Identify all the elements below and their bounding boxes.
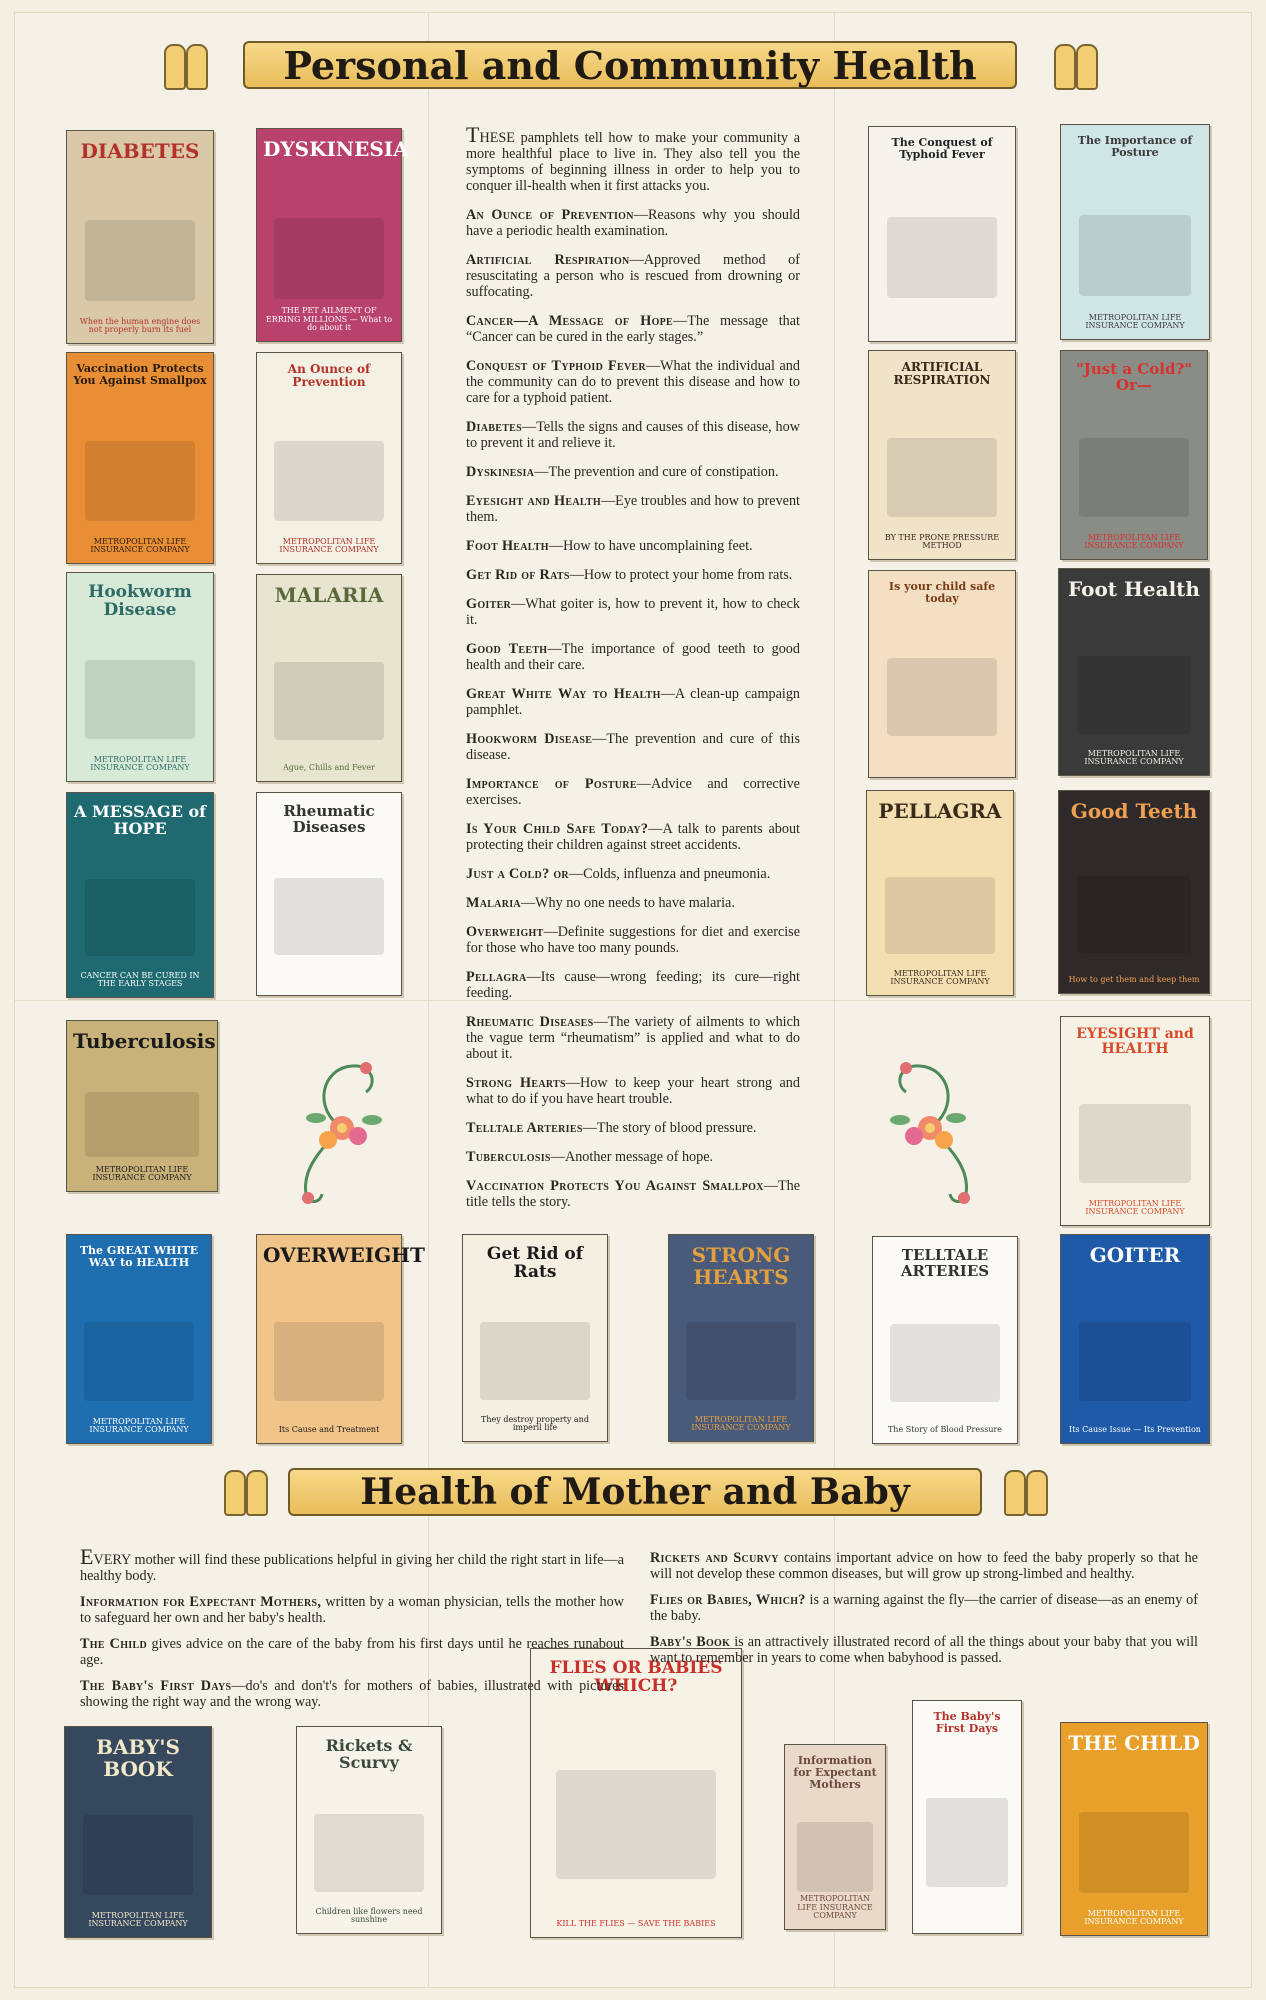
entry-desc: —How to have uncomplaining feet. bbox=[548, 538, 753, 554]
entry-title: Malaria bbox=[466, 895, 521, 911]
entry-title: Get Rid of Rats bbox=[466, 567, 570, 583]
entry-desc: —Another message of hope. bbox=[550, 1149, 714, 1165]
pamphlet-illustration bbox=[85, 1092, 199, 1157]
section2-banner bbox=[220, 1460, 1050, 1524]
pamphlet-title: GOITER bbox=[1089, 1243, 1181, 1267]
pamphlet-title: OVERWEIGHT bbox=[263, 1243, 425, 1267]
entry-item bbox=[466, 538, 800, 554]
pamphlet-title: Rheumatic Diseases bbox=[283, 802, 375, 837]
entry-item bbox=[466, 821, 800, 853]
pamphlet-cold bbox=[1060, 350, 1208, 560]
entry-title: Good Teeth bbox=[466, 641, 548, 657]
pamphlet-subtitle: Ague, Chills and Fever bbox=[283, 763, 375, 773]
pamphlet-firstdays bbox=[912, 1700, 1022, 1934]
pamphlet-subtitle: The Story of Blood Pressure bbox=[887, 1425, 1003, 1435]
pamphlet-illustration bbox=[1079, 215, 1192, 296]
section2-right-text bbox=[650, 1540, 1198, 1666]
pamphlet-subtitle: THE PET AILMENT OF ERRING MILLIONS — What to do about it bbox=[265, 306, 393, 333]
pamphlet-subtitle: They destroy property and imperil life bbox=[481, 1414, 589, 1433]
pamphlet-subtitle: CANCER CAN BE CURED IN THE EARLY STAGES bbox=[80, 970, 200, 989]
paragraph-desc: written by a woman physician, tells the mother how to safeguard her own and her baby's health. bbox=[80, 1594, 624, 1626]
pamphlet-diabetes bbox=[66, 130, 214, 344]
entry-item bbox=[466, 358, 800, 406]
entry-item bbox=[466, 866, 800, 882]
pamphlet-childsafe bbox=[868, 570, 1016, 778]
pamphlet-hope bbox=[66, 792, 214, 998]
pamphlet-title: The Importance of Posture bbox=[1077, 134, 1193, 159]
pamphlet-illustration bbox=[85, 660, 196, 739]
pamphlet-illustration bbox=[926, 1798, 1008, 1886]
pamphlet-goodteeth bbox=[1058, 790, 1210, 994]
pamphlet-illustration bbox=[1079, 1322, 1192, 1401]
top-banner bbox=[160, 30, 1100, 100]
entry-desc: —The variety of ailments to which the vague term “rheumatism” is applied and what to do about it. bbox=[466, 1014, 800, 1062]
entry-desc: —The story of blood pressure. bbox=[582, 1120, 757, 1136]
scroll-ornament-right bbox=[1000, 1460, 1050, 1516]
pamphlet-subtitle: Children like flowers need sunshine bbox=[315, 1906, 423, 1925]
pamphlet-illustration bbox=[887, 658, 998, 736]
pamphlet-subtitle: METROPOLITAN LIFE INSURANCE COMPANY bbox=[797, 1894, 873, 1921]
paragraph-desc: is a warning against the fly—the carrier of disease—as an enemy of the baby. bbox=[650, 1592, 1198, 1624]
entry-title: Vaccination Protects You Against Smallpox bbox=[466, 1178, 764, 1194]
entry-desc: —Definite suggestions for diet and exercise for those who have too many pounds. bbox=[466, 924, 800, 956]
pamphlet-title: Get Rid of Rats bbox=[486, 1244, 584, 1283]
pamphlet-arteries bbox=[872, 1236, 1018, 1444]
pamphlet-posture bbox=[1060, 124, 1210, 340]
pamphlet-babysbook bbox=[64, 1726, 212, 1938]
entry-desc: —A clean-up campaign pamphlet. bbox=[466, 686, 801, 718]
pamphlet-illustration bbox=[1077, 876, 1191, 953]
pamphlet-subtitle: METROPOLITAN LIFE INSURANCE COMPANY bbox=[691, 1414, 791, 1433]
mother-baby-paragraph bbox=[80, 1678, 624, 1710]
mother-baby-paragraph bbox=[80, 1544, 624, 1584]
mother-baby-paragraph bbox=[650, 1550, 1198, 1582]
intro-paragraph bbox=[466, 122, 800, 194]
entries-list bbox=[466, 207, 800, 1210]
paragraph-title: The Baby's First Days bbox=[80, 1678, 232, 1694]
pamphlet-subtitle: METROPOLITAN LIFE INSURANCE COMPANY bbox=[90, 536, 190, 555]
section2-title: Health of Mother and Baby bbox=[288, 1468, 982, 1516]
mother-baby-paragraph bbox=[80, 1594, 624, 1626]
pamphlet-rheumatic bbox=[256, 792, 402, 996]
pamphlet-title: STRONG HEARTS bbox=[691, 1243, 791, 1289]
pamphlet-title: A MESSAGE of HOPE bbox=[73, 802, 207, 839]
entry-desc: —Colds, influenza and pneumonia. bbox=[568, 866, 771, 882]
pamphlet-description-column bbox=[466, 122, 801, 1210]
paragraph-desc: gives advice on the care of the baby from his first days until he reaches runabout age. bbox=[80, 1636, 624, 1668]
pamphlet-illustration bbox=[885, 877, 996, 955]
entry-desc: —What the individual and the community can do to prevent this disease and how to care for a typhoid patient. bbox=[466, 358, 800, 406]
pamphlet-illustration bbox=[314, 1814, 423, 1892]
entry-desc: —The title tells the story. bbox=[466, 1178, 800, 1210]
pamphlet-subtitle: When the human engine does not properly burn its fuel bbox=[79, 316, 201, 335]
entry-item bbox=[466, 1014, 800, 1062]
pamphlet-subtitle: METROPOLITAN LIFE INSURANCE COMPANY bbox=[279, 536, 379, 555]
entry-title: Importance of Posture bbox=[466, 776, 637, 792]
entry-title: Telltale Arteries bbox=[466, 1120, 583, 1136]
pamphlet-eyesight bbox=[1060, 1016, 1210, 1226]
pamphlet-title: Good Teeth bbox=[1070, 799, 1198, 823]
entry-title: Great White Way to Health bbox=[466, 686, 661, 702]
entry-item bbox=[466, 1178, 800, 1210]
pamphlet-ounce bbox=[256, 352, 402, 564]
entry-item bbox=[466, 969, 800, 1001]
entry-desc: —Reasons why you should have a periodic health examination. bbox=[466, 207, 800, 239]
entry-title: Artificial Respiration bbox=[466, 252, 630, 268]
pamphlet-subtitle: METROPOLITAN LIFE INSURANCE COMPANY bbox=[890, 968, 990, 987]
pamphlet-subtitle: METROPOLITAN LIFE INSURANCE COMPANY bbox=[89, 1416, 189, 1435]
pamphlet-hookworm bbox=[66, 572, 214, 782]
pamphlet-foothealth bbox=[1058, 568, 1210, 776]
pamphlet-title: Is your child safe today bbox=[888, 580, 996, 605]
pamphlet-subtitle: Its Cause Issue — Its Prevention bbox=[1069, 1425, 1201, 1435]
entry-title: Just a Cold? or bbox=[466, 866, 569, 882]
pamphlet-illustration bbox=[83, 1815, 194, 1895]
pamphlet-illustration bbox=[887, 217, 998, 298]
entry-item bbox=[466, 207, 800, 239]
entry-title: Goiter bbox=[466, 596, 512, 612]
pamphlet-title: Vaccination Protects You Against Smallpox bbox=[73, 362, 207, 387]
pamphlet-illustration bbox=[890, 1324, 999, 1402]
pamphlet-subtitle: METROPOLITAN LIFE INSURANCE COMPANY bbox=[92, 1164, 192, 1183]
pamphlet-illustration bbox=[84, 1322, 193, 1401]
pamphlet-tuberculosis bbox=[66, 1020, 218, 1192]
pamphlet-subtitle: METROPOLITAN LIFE INSURANCE COMPANY bbox=[1085, 1198, 1185, 1217]
pamphlet-illustration bbox=[274, 1322, 383, 1401]
entry-title: Diabetes bbox=[466, 419, 523, 435]
pamphlet-subtitle: METROPOLITAN LIFE INSURANCE COMPANY bbox=[1084, 1908, 1184, 1927]
pamphlet-title: Tuberculosis bbox=[73, 1029, 216, 1053]
pamphlet-illustration bbox=[85, 441, 196, 521]
pamphlet-title: The Baby's First Days bbox=[933, 1710, 1001, 1735]
pamphlet-dyskinesia bbox=[256, 128, 409, 342]
pamphlet-subtitle: How to get them and keep them bbox=[1068, 975, 1200, 985]
entry-title: Overweight bbox=[466, 924, 544, 940]
pamphlet-illustration bbox=[887, 438, 998, 517]
pamphlet-illustration bbox=[556, 1770, 716, 1879]
pamphlet-subtitle: METROPOLITAN LIFE INSURANCE COMPANY bbox=[1085, 312, 1185, 331]
mother-baby-paragraph bbox=[650, 1592, 1198, 1624]
entry-item bbox=[466, 924, 800, 956]
paragraph-title: Flies or Babies, Which? bbox=[650, 1592, 806, 1608]
entry-title: Hookworm Disease bbox=[466, 731, 593, 747]
entry-item bbox=[466, 1075, 800, 1107]
paragraph-desc: contains important advice on how to feed the baby properly so that he will not develop these common diseases, but will grow up strong-limbed and healthy. bbox=[650, 1550, 1198, 1582]
scroll-ornament-left bbox=[160, 34, 210, 90]
entry-item bbox=[466, 567, 800, 583]
pamphlet-title: DYSKINESIA bbox=[263, 137, 409, 161]
pamphlet-title: TELLTALE ARTERIES bbox=[900, 1246, 990, 1281]
entry-item bbox=[466, 313, 800, 345]
entry-item bbox=[466, 1120, 800, 1136]
entry-item bbox=[466, 641, 800, 673]
entry-desc: —The importance of good teeth to good health and their care. bbox=[466, 641, 800, 673]
scroll-ornament-left bbox=[220, 1460, 270, 1516]
intro-dropcap: T bbox=[466, 122, 480, 147]
pamphlet-overweight bbox=[256, 1234, 425, 1444]
pamphlet-title: Information for Expectant Mothers bbox=[793, 1754, 877, 1791]
entry-desc: —Advice and corrective exercises. bbox=[466, 776, 800, 808]
paragraph-dropcap: E bbox=[80, 1544, 94, 1569]
entry-item bbox=[466, 419, 800, 451]
pamphlet-greatwhite bbox=[66, 1234, 212, 1444]
mother-baby-paragraph bbox=[650, 1634, 1198, 1666]
entry-item bbox=[466, 776, 800, 808]
pamphlet-hearts bbox=[668, 1234, 814, 1442]
pamphlet-illustration bbox=[85, 220, 196, 301]
entry-desc: —Its cause—wrong feeding; its cure—right feeding. bbox=[466, 969, 800, 1001]
mother-baby-paragraph bbox=[80, 1636, 624, 1668]
pamphlet-subtitle: METROPOLITAN LIFE INSURANCE COMPANY bbox=[1084, 532, 1184, 551]
pamphlet-title: ARTIFICIAL RESPIRATION bbox=[893, 360, 991, 387]
entry-title: Tuberculosis bbox=[466, 1149, 551, 1165]
entry-desc: —Why no one needs to have malaria. bbox=[520, 895, 735, 911]
pamphlet-illustration bbox=[1079, 1104, 1192, 1183]
pamphlet-illustration bbox=[274, 218, 383, 299]
pamphlet-title: The GREAT WHITE WAY to HEALTH bbox=[79, 1244, 199, 1269]
pamphlet-subtitle: METROPOLITAN LIFE INSURANCE COMPANY bbox=[1084, 748, 1184, 767]
pamphlet-subtitle: KILL THE FLIES — SAVE THE BABIES bbox=[556, 1919, 716, 1929]
entry-item bbox=[466, 493, 800, 525]
pamphlet-illustration bbox=[1079, 1812, 1190, 1893]
pamphlet-rickets bbox=[296, 1726, 442, 1934]
pamphlet-rats bbox=[462, 1234, 608, 1442]
entry-title: Strong Hearts bbox=[466, 1075, 566, 1091]
scroll-ornament-right bbox=[1050, 34, 1100, 90]
pamphlet-title: BABY'S BOOK bbox=[96, 1735, 180, 1781]
entry-item bbox=[466, 731, 800, 763]
pamphlet-title: MALARIA bbox=[274, 583, 384, 607]
entry-desc: —Approved method of resuscitating a person who is rescued from drowning or suffocating. bbox=[466, 252, 800, 300]
section2-left-text bbox=[80, 1540, 624, 1710]
entry-title: Is Your Child Safe Today? bbox=[466, 821, 649, 837]
pamphlet-title: THE CHILD bbox=[1068, 1731, 1200, 1755]
pamphlet-illustration bbox=[274, 662, 383, 740]
pamphlet-illustration bbox=[274, 441, 383, 521]
entry-title: Rheumatic Diseases bbox=[466, 1014, 594, 1030]
pamphlet-illustration bbox=[274, 878, 383, 955]
pamphlet-subtitle: Its Cause and Treatment bbox=[278, 1425, 380, 1435]
paragraph-title: The Child bbox=[80, 1636, 147, 1652]
pamphlet-expectant bbox=[784, 1744, 886, 1930]
entry-item bbox=[466, 686, 800, 718]
pamphlet-illustration bbox=[85, 879, 196, 957]
pamphlet-title: The Conquest of Typhoid Fever bbox=[891, 136, 993, 161]
entry-desc: —A talk to parents about protecting their children against street accidents. bbox=[466, 821, 800, 853]
entry-title: Foot Health bbox=[466, 538, 549, 554]
entry-item bbox=[466, 596, 800, 628]
paragraph-title: Baby's Book bbox=[650, 1634, 731, 1650]
entry-item bbox=[466, 1149, 800, 1165]
pamphlet-vaccination bbox=[66, 352, 214, 564]
pamphlet-title: PELLAGRA bbox=[878, 799, 1002, 823]
pamphlet-title: EYESIGHT and HEALTH bbox=[1076, 1026, 1194, 1058]
entry-desc: —The prevention and cure of this disease. bbox=[466, 731, 800, 763]
entry-item bbox=[466, 895, 800, 911]
entry-desc: —How to keep your heart strong and what to do if you have heart trouble. bbox=[466, 1075, 800, 1107]
paragraph-title: Rickets and Scurvy bbox=[650, 1550, 779, 1566]
pamphlet-subtitle: METROPOLITAN LIFE INSURANCE COMPANY bbox=[90, 754, 190, 773]
pamphlet-goiter bbox=[1060, 1234, 1210, 1444]
floral-ornament-left bbox=[282, 1048, 402, 1208]
entry-title: Eyesight and Health bbox=[466, 493, 601, 509]
entry-title: Dyskinesia bbox=[466, 464, 535, 480]
pamphlet-title: Hookworm Disease bbox=[88, 582, 192, 621]
entry-desc: —How to protect your home from rats. bbox=[569, 567, 793, 583]
pamphlet-illustration bbox=[686, 1322, 795, 1400]
pamphlet-title: DIABETES bbox=[80, 139, 200, 163]
page-title: Personal and Community Health bbox=[243, 41, 1017, 89]
entry-desc: —What goiter is, how to prevent it, how to check it. bbox=[466, 596, 800, 628]
entry-title: Conquest of Typhoid Fever bbox=[466, 358, 646, 374]
entry-title: An Ounce of Prevention bbox=[466, 207, 634, 223]
pamphlet-title: FLIES OR BABIES WHICH? bbox=[549, 1658, 723, 1697]
entry-desc: —Tells the signs and causes of this disease, how to prevent it and relieve it. bbox=[466, 419, 800, 451]
paragraph-desc: is an attractively illustrated record of all the things about your baby that you will want to remember in years to come when babyhood is passed. bbox=[650, 1634, 1198, 1666]
entry-title: Pellagra bbox=[466, 969, 527, 985]
pamphlet-title: "Just a Cold?" Or— bbox=[1075, 360, 1193, 395]
pamphlet-illustration bbox=[797, 1822, 873, 1892]
entry-item bbox=[466, 252, 800, 300]
pamphlet-respiration bbox=[868, 350, 1016, 560]
paragraph-title: Information for Expectant Mothers, bbox=[80, 1594, 322, 1610]
pamphlet-pellagra bbox=[866, 790, 1014, 996]
pamphlet-thechild bbox=[1060, 1722, 1208, 1936]
paragraph-desc: —do's and don't's for mothers of babies, illustrated with pictures showing the right way and the wrong way. bbox=[80, 1678, 624, 1710]
pamphlet-title: Foot Health bbox=[1068, 577, 1200, 601]
intro-text: HESE pamphlets tell how to make your community a more healthful place to live in. They also tell you the symptoms of beginning illness in order to help you to conquer ill-health when it first attacks you. bbox=[466, 130, 800, 194]
pamphlet-title: An Ounce of Prevention bbox=[287, 362, 371, 389]
entry-desc: —The message that “Cancer can be cured in the early stages.” bbox=[466, 313, 800, 345]
pamphlet-title: Rickets & Scurvy bbox=[325, 1736, 413, 1773]
pamphlet-illustration bbox=[480, 1322, 589, 1400]
floral-ornament-right bbox=[870, 1048, 990, 1208]
pamphlet-illustration bbox=[1077, 656, 1191, 734]
pamphlet-typhoid bbox=[868, 126, 1016, 342]
pamphlet-subtitle: METROPOLITAN LIFE INSURANCE COMPANY bbox=[88, 1910, 188, 1929]
pamphlet-malaria bbox=[256, 574, 402, 782]
pamphlet-subtitle: BY THE PRONE PRESSURE METHOD bbox=[884, 532, 1000, 551]
pamphlet-illustration bbox=[1079, 438, 1190, 517]
paragraph-desc: VERY mother will find these publications helpful in giving her child the right start in life—a healthy body. bbox=[80, 1552, 624, 1584]
entry-title: Cancer—A Message of Hope bbox=[466, 313, 674, 329]
entry-desc: —The prevention and cure of constipation. bbox=[534, 464, 779, 480]
entry-item bbox=[466, 464, 800, 480]
entry-desc: —Eye troubles and how to prevent them. bbox=[466, 493, 800, 525]
